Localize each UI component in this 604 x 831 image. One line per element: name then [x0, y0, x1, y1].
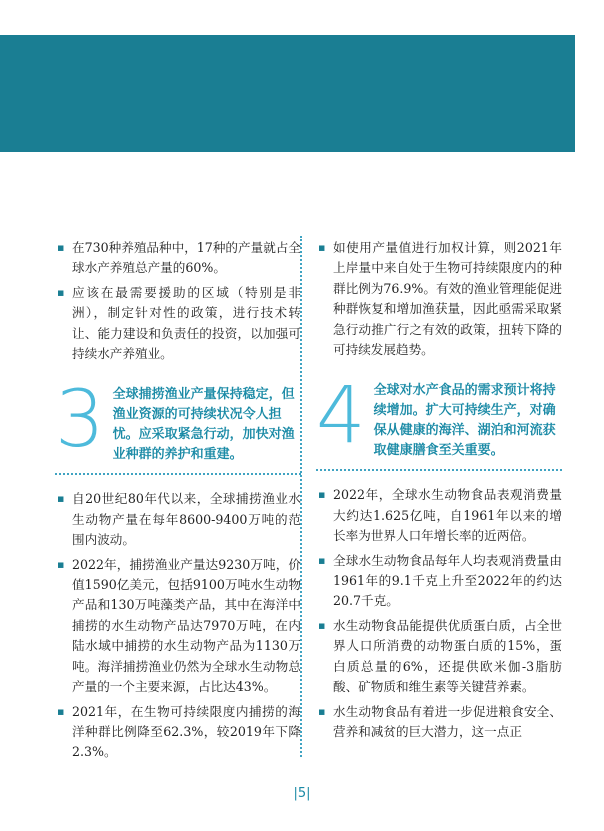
- section-title: 全球捕捞渔业产量保持稳定，但渔业资源的可持续状况令人担忧。应采取紧急行动，加快对渔业种群的养护和重建。: [112, 387, 295, 463]
- section-3-heading: [55, 375, 301, 475]
- list-item: ▪ 水生动物食品能提供优质蛋白质，占全世界人口所消费的动物蛋白质的15%，蛋白质总量的6%，还提供欧米伽-3脂肪酸、矿物质和维生素等关键营养素。: [316, 616, 562, 698]
- list-item: ▪ 2022年，全球水生动物食品表观消费量大约达1.625亿吨，自1961年以来的增长率为世界人口年增长率的近两倍。: [316, 485, 562, 546]
- left-column: [55, 238, 301, 767]
- list-item: ▪ 在730种养殖品种中，17种的产量就占全球水产养殖总产量的60%。: [55, 238, 301, 279]
- list-item: ▪ 2022年，捕捞渔业产量达9230万吨，价值1590亿美元，包括9100万吨水生动物产品和130万吨藻类产品，其中在海洋中捕捞的水生动物产品达7970万吨，在内陆水域中捕捞的水生动物产品为1130万吨。海洋捕捞渔业仍然为全球水生动物总产量的一个主要来源，占比达43%。: [55, 555, 301, 698]
- list-item: ▪ 应该在最需要援助的区域（特别是非洲），制定针对性的政策，进行技术转让、能力建设和负责任的投资，以加强可持续水产养殖业。: [55, 283, 301, 365]
- list-item: ▪ 全球水生动物食品每年人均表观消费量由1961年的9.1千克上升至2022年的约达20.7千克。: [316, 551, 562, 612]
- section-number: 3: [55, 375, 105, 466]
- section-divider: [316, 469, 562, 471]
- list-item: ▪ 2021年，在生物可持续限度内捕捞的海洋种群比例降至62.3%，较2019年下降2.3%。: [55, 702, 301, 763]
- right-column: [316, 238, 562, 746]
- right-top-bullets: [316, 238, 562, 360]
- left-top-bullets: [55, 238, 301, 364]
- section-number: 4: [316, 371, 366, 462]
- header-banner: [0, 35, 575, 152]
- list-item: ▪ 水生动物食品有着进一步促进粮食安全、营养和减贫的巨大潜力，这一点正: [316, 702, 562, 743]
- section-title: 全球对水产食品的需求预计将持续增加。扩大可持续生产，对确保从健康的海洋、湖泊和河流获取健康膳食至关重要。: [373, 383, 556, 459]
- left-bullets: [55, 489, 301, 762]
- list-item: ▪ 自20世纪80年代以来，全球捕捞渔业水生动物产量在每年8600-9400万吨的范围内波动。: [55, 489, 301, 550]
- page-number: |5|: [293, 786, 311, 801]
- list-item: ▪ 如使用产量值进行加权计算，则2021年上岸量中来自处于生物可持续限度内的种群比例为76.9%。有效的渔业管理能促进种群恢复和增加渔获量，因此亟需采取紧急行动推广行之有效的政策，扭转下降的可持续发展趋势。: [316, 238, 562, 360]
- section-4-heading: [316, 371, 562, 471]
- section-divider: [55, 473, 301, 475]
- right-bullets: [316, 485, 562, 742]
- column-divider: [300, 236, 302, 757]
